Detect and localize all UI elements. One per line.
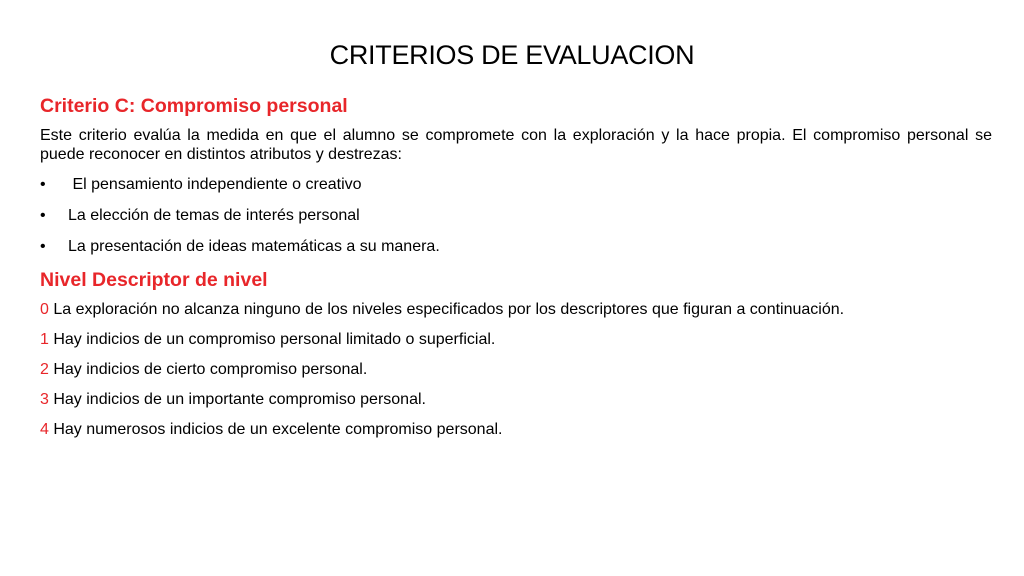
criterion-heading: Criterio C: Compromiso personal <box>40 95 348 117</box>
level-number: 4 <box>40 421 49 438</box>
level-row <box>40 330 992 349</box>
level-row <box>40 390 992 409</box>
list-item-text: La presentación de ideas matemáticas a su manera. <box>68 238 440 255</box>
slide-content <box>40 94 992 450</box>
level-row <box>40 300 992 319</box>
level-number: 3 <box>40 391 49 408</box>
level-description: Hay indicios de un compromiso personal limitado o superficial. <box>48 331 496 348</box>
criterion-description: Este criterio evalúa la medida en que el alumno se compromete con la exploración y la hace propia. El compromiso personal se puede reconocer en distintos atributos y destrezas: <box>40 127 992 163</box>
level-number: 2 <box>40 361 49 378</box>
bullet-icon: • <box>40 176 46 193</box>
list-item <box>40 175 992 194</box>
level-description: Hay numerosos indicios de un excelente compromiso personal. <box>48 421 503 438</box>
level-description: Hay indicios de un importante compromiso personal. <box>48 391 426 408</box>
list-item <box>40 237 992 256</box>
level-description: Hay indicios de cierto compromiso personal. <box>48 361 368 378</box>
bullet-icon: • <box>40 207 46 224</box>
attribute-list <box>40 175 992 256</box>
slide-title: CRITERIOS DE EVALUACION <box>329 40 695 70</box>
list-item-text: La elección de temas de interés personal <box>68 207 360 224</box>
level-number: 1 <box>40 331 49 348</box>
level-row <box>40 360 992 379</box>
bullet-icon: • <box>40 238 46 255</box>
level-number: 0 <box>40 301 49 318</box>
level-description: La exploración no alcanza ninguno de los niveles especificados por los descriptores que figuran a continuación. <box>48 301 845 318</box>
level-row <box>40 420 992 439</box>
level-list <box>40 300 992 439</box>
levels-heading: Nivel Descriptor de nivel <box>40 269 268 291</box>
list-item-text: El pensamiento independiente o creativo <box>68 176 362 193</box>
list-item <box>40 206 992 225</box>
